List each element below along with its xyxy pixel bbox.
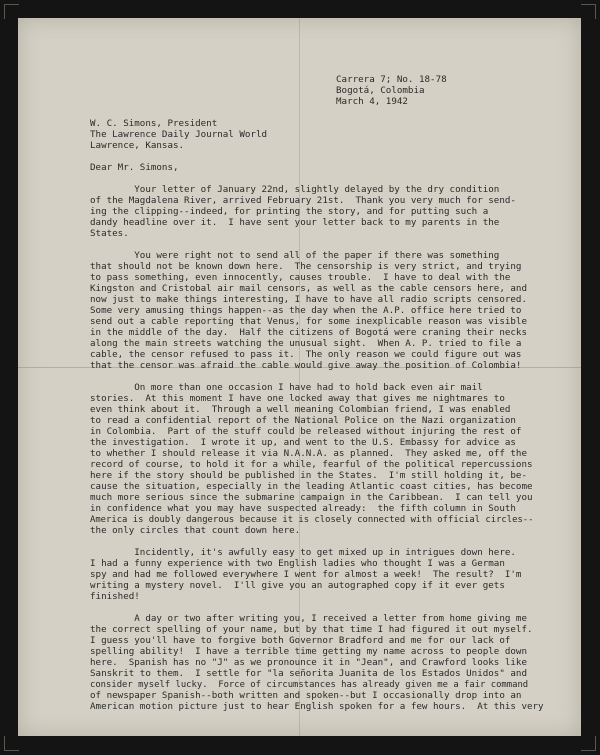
scan-corner-mark <box>581 4 596 19</box>
text-line: to read a confidential report of the National Police on the Nazi organization <box>90 415 516 426</box>
recipient-location: Lawrence, Kansas. <box>90 140 185 151</box>
text-line: States. <box>90 228 129 239</box>
text-line: Incidently, it's awfully easy to get mixed up in intrigues down here. <box>90 547 516 558</box>
text-line: You were right not to send all of the paper if there was something <box>90 250 500 261</box>
recipient-organization: The Lawrence Daily Journal World <box>90 129 268 140</box>
text-line: Your letter of January 22nd, slightly delayed by the dry condition <box>90 184 500 195</box>
text-line: here if the story should be published in the States. I'm still holding it, be- <box>90 470 527 481</box>
text-line: A day or two after writing you, I received a letter from home giving me <box>90 613 527 624</box>
text-line: of the Magdalena River, arrived February 21st. Thank you very much for send- <box>90 195 516 206</box>
text-line: record of course, to hold it for a while, fearful of the political repercussions <box>90 459 533 470</box>
text-line: I had a funny experience with two English ladies who thought I was a German <box>90 558 505 569</box>
text-line: much more serious since the submarine campaign in the Caribbean. I can tell you <box>90 492 533 503</box>
text-line: of newspaper Spanish--both written and spoken--but I occasionally drop into an <box>90 690 522 701</box>
text-line: stories. At this moment I have one locked away that gives me nightmares to <box>90 393 505 404</box>
sender-address-city: Bogotá, Colombia <box>336 85 425 96</box>
scan-corner-mark <box>4 4 19 19</box>
salutation: Dear Mr. Simons, <box>90 162 179 173</box>
text-line: in Colombia. Part of the stuff could be released without injuring the rest of <box>90 426 522 437</box>
text-line: that should not be known down here. The censorship is very strict, and trying <box>90 261 522 272</box>
text-line: to pass something, even innocently, causes trouble. I have to deal with the <box>90 272 511 283</box>
text-line: On more than one occasion I have had to hold back even air mail <box>90 382 483 393</box>
scan-corner-mark <box>4 736 19 751</box>
text-line: America is doubly dangerous because it is closely connected with official circles-- <box>90 515 534 525</box>
text-line: I guess you'll have to forgive both Governor Bradford and me for our lack of <box>90 635 511 646</box>
text-line: spelling ability! I have a terrible time getting my name across to people down <box>90 646 527 657</box>
text-line: cause the situation, especially in the leading Atlantic coast cities, has become <box>90 481 533 492</box>
letter-page <box>18 18 581 736</box>
text-line: in the middle of the day. Half the citizens of Bogotá were craning their necks <box>90 327 527 338</box>
text-line: the investigation. I wrote it up, and went to the U.S. Embassy for advice as <box>90 437 516 448</box>
text-line: here. Spanish has no "J" as we pronounce it in "Jean", and Crawford looks like <box>90 657 527 668</box>
text-line: along the main streets watching the unusual sight. When A. P. tried to file a <box>90 338 522 349</box>
text-line: consider myself lucky. Force of circumstances has already given me a fair command <box>90 680 529 690</box>
text-line: the only circles that count down here. <box>90 525 301 536</box>
text-line: Sanskrit to them. I settle for "la señorita Juanita de los Estados Unidos" and <box>90 668 527 679</box>
sender-address-line: Carrera 7; No. 18-78 <box>336 74 447 85</box>
text-line: writing a mystery novel. I'll give you an autographed copy if it ever gets <box>90 580 505 591</box>
text-line: ing the clipping--indeed, for printing the story, and for putting such a <box>90 206 489 217</box>
text-line: cable, the censor refused to pass it. The only reason we could figure out was <box>90 349 522 360</box>
text-line: send out a cable reporting that Venus, for some inexplicable reason was visible <box>90 316 527 327</box>
text-line: the correct spelling of your name, but by that time I had figured it out myself. <box>90 624 533 635</box>
text-line: that the censor was afraid the cable would give away the position of Colombia! <box>90 360 522 371</box>
text-line: Kingston and Cristobal air mail censors, as well as the cable censors here, and <box>90 283 527 294</box>
text-line: spy and had me followed everywhere I went for almost a week! The result? I'm <box>90 569 522 580</box>
text-line: in confidence what you may have suspected already: the fifth column in South <box>90 503 516 514</box>
text-line: American motion picture just to hear English spoken for a few hours. At this very <box>90 701 544 712</box>
recipient-name: W. C. Simons, President <box>90 118 218 129</box>
text-line: now just to make things interesting, I have to have all radio scripts censored. <box>90 294 527 305</box>
text-line: finished! <box>90 591 140 602</box>
scan-corner-mark <box>581 736 596 751</box>
text-line: to whether I should release it via N.A.N.A. as planned. They asked me, off the <box>90 448 527 459</box>
text-line: Some very amusing things happen--as the day when the A.P. office here tried to <box>90 305 522 316</box>
text-line: dandy headline over it. I have sent your letter back to my parents in the <box>90 217 500 228</box>
letter-date: March 4, 1942 <box>336 96 408 107</box>
text-line: even think about it. Through a well meaning Colombian friend, I was enabled <box>90 404 511 415</box>
